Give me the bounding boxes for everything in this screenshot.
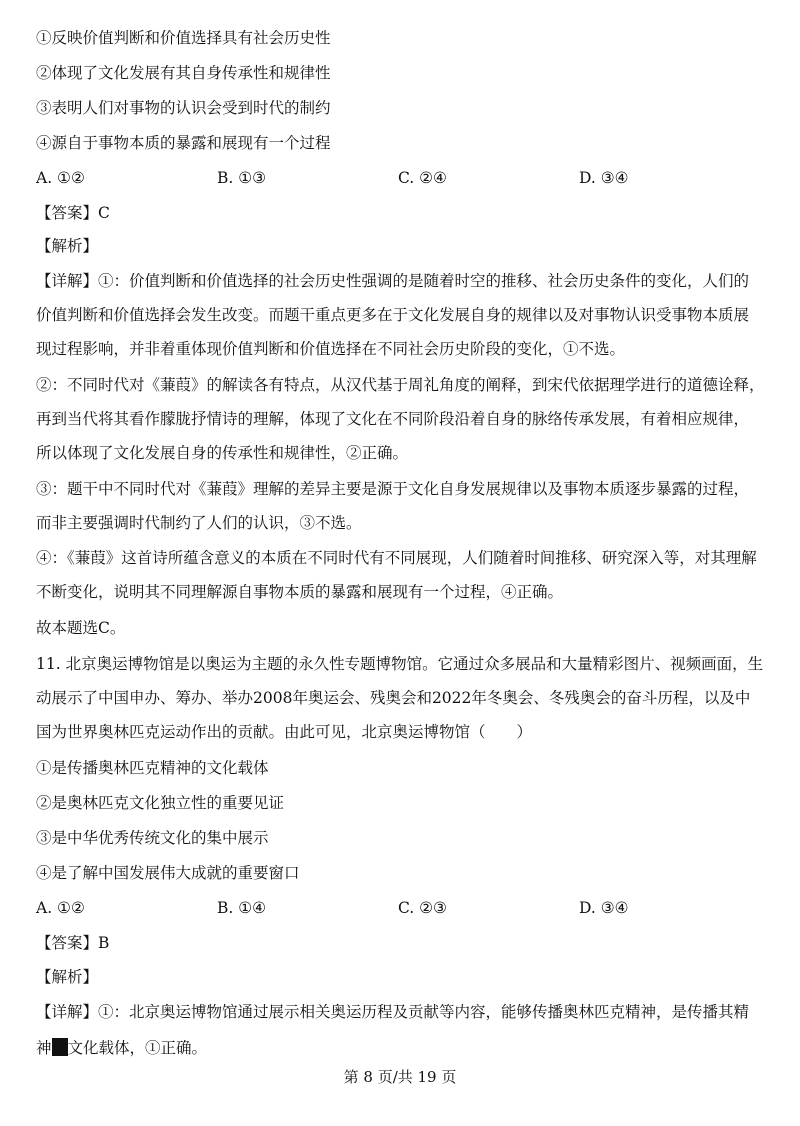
- q11-option-c: C. ②③: [398, 899, 447, 917]
- q11-stem-line: 动展示了中国申办、筹办、举办2008年奥运会、残奥会和2022年冬奥会、冬残奥会的奋斗历程，以及中: [36, 689, 751, 707]
- q11-option-d: D. ③④: [579, 899, 629, 917]
- q11-options: [36, 896, 764, 920]
- q10-detail-line: ③：题干中不同时代对《蒹葭》理解的差异主要是源于文化自身发展规律以及事物本质逐步暴露的过程，: [36, 480, 750, 498]
- q10-answer: 【答案】C: [36, 204, 110, 222]
- q10-options: [36, 166, 764, 190]
- q10-detail-line: 现过程影响，并非着重体现价值判断和价值选择在不同社会历史阶段的变化，①不选。: [36, 340, 626, 358]
- q11-stem-line: 11. 北京奥运博物馆是以奥运为主题的永久性专题博物馆。它通过众多展品和大量精彩图片、视频画面，生: [36, 655, 764, 673]
- q11-detail-line-2: [36, 1036, 764, 1060]
- q11-detail-text-b: 文化载体，①正确。: [67, 1039, 208, 1057]
- q10-detail-line: 价值判断和价值选择会发生改变。而题干重点更多在于文化发展自身的规律以及对事物认识受事物本质展: [36, 306, 750, 324]
- q10-detail-line: ②：不同时代对《蒹葭》的解读各有特点，从汉代基于周礼角度的阐释，到宋代依据理学进行的道德诠释，: [36, 376, 765, 394]
- q10-option-a: A. ①②: [36, 169, 85, 187]
- q11-statement-1: ①是传播奥林匹克精神的文化载体: [36, 759, 269, 777]
- q11-analysis-heading: 【解析】: [36, 968, 99, 986]
- q10-conclusion: 故本题选C。: [36, 619, 126, 637]
- q10-option-c: C. ②④: [398, 169, 447, 187]
- redaction-block: [52, 1038, 68, 1056]
- q10-detail-line: 再到当代将其看作朦胧抒情诗的理解，体现了文化在不同阶段沿着自身的脉络传承发展，有着相应规律，: [36, 410, 750, 428]
- q10-detail-line: 不断变化，说明其不同理解源自事物本质的暴露和展现有一个过程，④正确。: [36, 583, 564, 601]
- q11-stem-line: 国为世界奥林匹克运动作出的贡献。由此可见，北京奥运博物馆（ ）: [36, 723, 533, 741]
- q10-statement-2: ②体现了文化发展有其自身传承性和规律性: [36, 64, 331, 82]
- q10-statement-4: ④源自于事物本质的暴露和展现有一个过程: [36, 134, 331, 152]
- q11-statement-3: ③是中华优秀传统文化的集中展示: [36, 829, 269, 847]
- q11-option-b: B. ①④: [217, 899, 267, 917]
- q10-statement-3: ③表明人们对事物的认识会受到时代的制约: [36, 99, 331, 117]
- q10-detail-line: 【详解】①：价值判断和价值选择的社会历史性强调的是随着时空的推移、社会历史条件的变化，人们的: [36, 272, 750, 290]
- q11-detail-text-a: 神: [36, 1039, 52, 1057]
- q10-option-b: B. ①③: [217, 169, 267, 187]
- q10-detail-line: 所以体现了文化发展自身的传承性和规律性，②正确。: [36, 444, 409, 462]
- q11-option-a: A. ①②: [36, 899, 85, 917]
- q10-option-d: D. ③④: [579, 169, 629, 187]
- q11-statement-4: ④是了解中国发展伟大成就的重要窗口: [36, 864, 300, 882]
- q11-statement-2: ②是奥林匹克文化独立性的重要见证: [36, 794, 285, 812]
- q10-detail-line: 而非主要强调时代制约了人们的认识，③不选。: [36, 514, 362, 532]
- q10-detail-line: ④：《蒹葭》这首诗所蕴含意义的本质在不同时代有不同展现，人们随着时间推移、研究深入等，对其理解: [36, 549, 757, 567]
- q10-statement-1: ①反映价值判断和价值选择具有社会历史性: [36, 29, 331, 47]
- q11-answer: 【答案】B: [36, 934, 110, 952]
- q11-detail-line: 【详解】①：北京奥运博物馆通过展示相关奥运历程及贡献等内容，能够传播奥林匹克精神，是传播其精: [36, 1003, 750, 1021]
- page-footer: 第 8 页/共 19 页: [343, 1068, 457, 1086]
- q10-analysis-heading: 【解析】: [36, 237, 99, 255]
